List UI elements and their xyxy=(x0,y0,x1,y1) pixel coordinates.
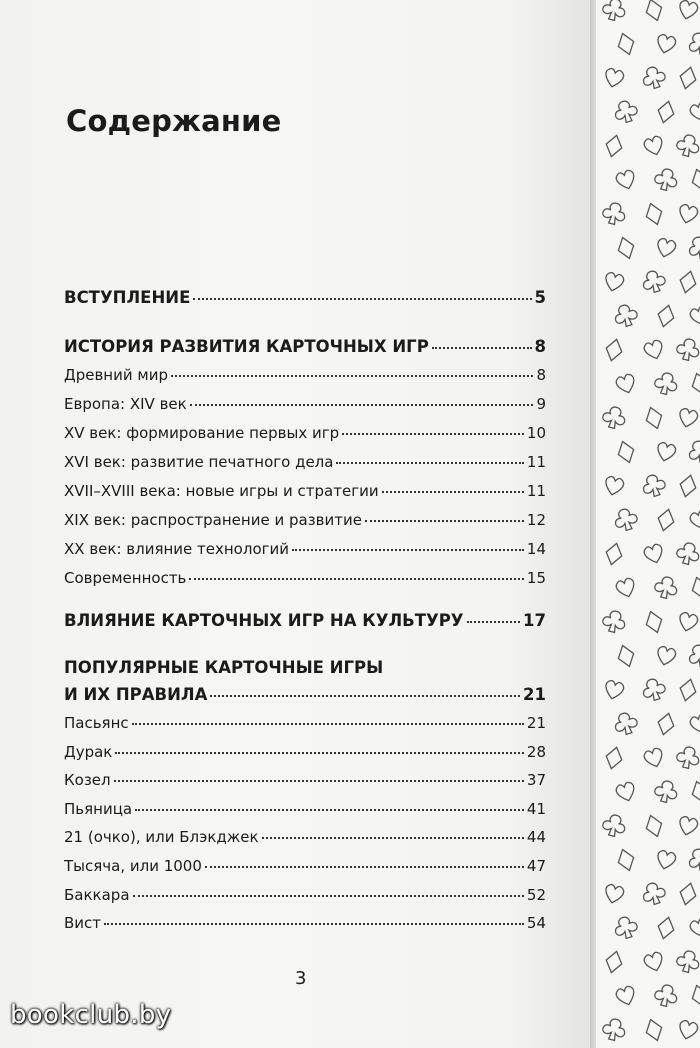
diamond-outline-icon xyxy=(604,745,625,770)
heart-outline-icon xyxy=(615,985,637,1007)
dot-leader xyxy=(193,298,531,300)
heart-outline-icon xyxy=(677,407,699,428)
suit-pattern-graphic xyxy=(596,0,700,1048)
toc-entry-label: XVII–XVIII века: новые игры и стратегии xyxy=(64,482,379,500)
toc-entry-label-line1: ПОПУЛЯРНЫЕ КАРТОЧНЫЕ ИГРЫ xyxy=(64,658,384,677)
toc-entry xyxy=(64,714,546,732)
dot-leader xyxy=(190,404,534,406)
diamond-outline-icon xyxy=(604,337,625,362)
club-outline-icon xyxy=(686,30,700,57)
toc-entry-label: XV век: формирование первых игр xyxy=(64,424,340,442)
heart-outline-icon xyxy=(643,951,665,973)
toc-entry xyxy=(64,914,546,932)
dot-leader xyxy=(262,837,524,839)
dot-leader xyxy=(135,809,524,811)
toc-entry-label: ВСТУПЛЕНИЕ xyxy=(64,288,191,307)
club-outline-icon xyxy=(640,676,668,703)
heart-outline-icon xyxy=(689,509,700,531)
heart-outline-icon xyxy=(655,33,677,54)
toc-entry-label: Европа: XIV век xyxy=(64,395,187,413)
toc-entry-label: Баккара xyxy=(64,886,130,904)
toc-entry-label: Пьяница xyxy=(64,800,133,818)
diamond-outline-icon xyxy=(615,439,637,465)
dot-leader xyxy=(210,695,520,697)
card-suit-pattern xyxy=(596,0,700,1048)
toc-entry-label: Козел xyxy=(64,771,111,789)
dot-leader xyxy=(114,780,524,782)
toc-entry xyxy=(64,857,546,875)
heart-outline-icon xyxy=(689,713,700,735)
heart-outline-icon xyxy=(677,815,699,836)
dot-leader xyxy=(342,433,524,435)
toc-entry xyxy=(64,569,546,587)
toc-entry-page: 41 xyxy=(526,800,546,818)
toc-entry-page: 47 xyxy=(526,857,546,875)
diamond-outline-icon xyxy=(643,609,665,635)
dot-leader xyxy=(365,520,524,522)
diamond-outline-icon xyxy=(678,269,699,294)
club-outline-icon xyxy=(686,642,700,669)
toc-entry-label: Современность xyxy=(64,569,187,587)
toc-entry xyxy=(64,886,546,904)
heart-outline-icon xyxy=(643,339,665,361)
club-outline-icon xyxy=(675,745,700,771)
page-title: Содержание xyxy=(66,104,282,138)
toc-entry xyxy=(64,511,546,529)
toc-entry-page: 12 xyxy=(526,511,546,529)
dot-leader xyxy=(171,375,533,377)
toc-entry-page: 54 xyxy=(526,914,546,932)
diamond-outline-icon xyxy=(656,303,677,328)
heart-outline-icon xyxy=(603,67,625,88)
diamond-outline-icon xyxy=(678,677,699,702)
club-outline-icon xyxy=(601,0,628,22)
toc-entry-page: 28 xyxy=(526,743,546,761)
toc-entry-label: ВЛИЯНИЕ КАРТОЧНЫХ ИГР НА КУЛЬТУРУ xyxy=(64,611,464,630)
toc-entry-page: 21 xyxy=(523,685,546,704)
toc-entry-label: И ИХ ПРАВИЛА xyxy=(64,685,208,704)
toc-entry-page: 15 xyxy=(526,569,546,587)
club-outline-icon xyxy=(640,880,668,907)
dot-leader xyxy=(382,491,524,493)
diamond-outline-icon xyxy=(678,65,699,90)
heart-outline-icon xyxy=(643,747,665,769)
toc-entry xyxy=(64,337,546,356)
heart-outline-icon xyxy=(689,917,700,939)
club-outline-icon xyxy=(675,133,700,159)
toc-entry-label: Дурак xyxy=(64,743,113,761)
diamond-outline-icon xyxy=(604,949,625,974)
club-outline-icon xyxy=(640,472,668,499)
diamond-outline-icon xyxy=(656,507,677,532)
heart-outline-icon xyxy=(677,1019,699,1040)
diamond-outline-icon xyxy=(689,983,700,1009)
diamond-outline-icon xyxy=(643,405,665,431)
club-outline-icon xyxy=(612,506,640,533)
club-outline-icon xyxy=(675,541,700,567)
toc-entry-page: 17 xyxy=(523,611,546,630)
toc-entry-label: Пасьянс xyxy=(64,714,129,732)
heart-outline-icon xyxy=(655,441,677,462)
dot-leader xyxy=(432,347,532,349)
heart-outline-icon xyxy=(677,203,699,224)
heart-outline-icon xyxy=(689,101,700,123)
dot-leader xyxy=(205,866,524,868)
toc-entry xyxy=(64,800,546,818)
toc-entry xyxy=(64,366,546,384)
diamond-outline-icon xyxy=(615,847,637,873)
toc-entry xyxy=(64,395,546,413)
heart-outline-icon xyxy=(615,577,637,599)
heart-outline-icon xyxy=(603,883,625,904)
toc-entry-label: XIX век: распространение и развитие xyxy=(64,511,362,529)
heart-outline-icon xyxy=(603,679,625,700)
diamond-outline-icon xyxy=(656,711,677,736)
dot-leader xyxy=(467,621,521,623)
heart-outline-icon xyxy=(655,849,677,870)
club-outline-icon xyxy=(612,98,640,125)
heart-outline-icon xyxy=(615,373,637,395)
toc-entry-page: 11 xyxy=(526,453,546,471)
diamond-outline-icon xyxy=(689,575,700,601)
toc-entry-label: 21 (очко), или Блэкджек xyxy=(64,828,259,846)
toc-entry xyxy=(64,453,546,471)
diamond-outline-icon xyxy=(643,201,665,227)
heart-outline-icon xyxy=(603,475,625,496)
club-outline-icon xyxy=(686,438,700,465)
heart-outline-icon xyxy=(677,611,699,632)
club-outline-icon xyxy=(601,813,628,839)
diamond-outline-icon xyxy=(615,31,637,57)
toc-entry-label: XVI век: развитие печатного дела xyxy=(64,453,334,471)
toc-entry xyxy=(64,424,546,442)
toc-entry-label: Вист xyxy=(64,914,102,932)
toc-entry-page: 52 xyxy=(526,886,546,904)
toc-entry-label: Древний мир xyxy=(64,366,168,384)
toc-entry-page: 14 xyxy=(526,540,546,558)
toc-entry xyxy=(64,828,546,846)
club-outline-icon xyxy=(640,64,668,91)
club-outline-icon xyxy=(612,710,640,737)
watermark: bookclub.by xyxy=(10,1000,172,1030)
toc-entry-label: ИСТОРИЯ РАЗВИТИЯ КАРТОЧНЫХ ИГР xyxy=(64,337,429,356)
diamond-outline-icon xyxy=(689,167,700,193)
heart-outline-icon xyxy=(655,237,677,258)
diamond-outline-icon xyxy=(643,0,665,23)
club-outline-icon xyxy=(601,201,628,227)
toc-entry-label: XX век: влияние технологий xyxy=(64,540,289,558)
heart-outline-icon xyxy=(677,0,699,21)
club-outline-icon xyxy=(653,779,680,805)
club-outline-icon xyxy=(640,268,668,295)
toc-entry xyxy=(64,482,546,500)
toc-entry xyxy=(64,771,546,789)
club-outline-icon xyxy=(653,575,680,601)
diamond-outline-icon xyxy=(643,813,665,839)
toc-entry-page: 37 xyxy=(526,771,546,789)
dot-leader xyxy=(133,895,524,897)
dot-leader xyxy=(189,578,524,580)
heart-outline-icon xyxy=(615,169,637,191)
club-outline-icon xyxy=(601,1017,628,1043)
diamond-outline-icon xyxy=(604,133,625,158)
diamond-outline-icon xyxy=(643,1017,665,1043)
heart-outline-icon xyxy=(643,135,665,157)
toc-entry xyxy=(64,611,546,630)
diamond-outline-icon xyxy=(604,541,625,566)
club-outline-icon xyxy=(675,949,700,975)
diamond-outline-icon xyxy=(678,881,699,906)
dot-leader xyxy=(336,462,523,464)
toc-entry-page: 8 xyxy=(534,337,546,356)
club-outline-icon xyxy=(686,234,700,261)
club-outline-icon xyxy=(601,609,628,635)
club-outline-icon xyxy=(653,371,680,397)
toc-entry-page: 44 xyxy=(526,828,546,846)
toc-entry xyxy=(64,685,546,704)
diamond-outline-icon xyxy=(656,915,677,940)
heart-outline-icon xyxy=(615,781,637,803)
dot-leader xyxy=(292,549,524,551)
heart-outline-icon xyxy=(689,305,700,327)
toc-entry xyxy=(64,288,546,307)
diamond-outline-icon xyxy=(615,235,637,261)
toc-entry-page: 8 xyxy=(536,366,546,384)
page-number: 3 xyxy=(295,968,307,989)
diamond-outline-icon xyxy=(678,473,699,498)
club-outline-icon xyxy=(675,337,700,363)
heart-outline-icon xyxy=(643,543,665,565)
toc-entry-page: 10 xyxy=(526,424,546,442)
toc-entry-page: 11 xyxy=(526,482,546,500)
dot-leader xyxy=(132,723,524,725)
club-outline-icon xyxy=(653,167,680,193)
dot-leader xyxy=(104,923,524,925)
toc-entry-page: 9 xyxy=(536,395,546,413)
club-outline-icon xyxy=(612,914,640,941)
club-outline-icon xyxy=(686,846,700,873)
toc-entry xyxy=(64,743,546,761)
toc-entry xyxy=(64,540,546,558)
heart-outline-icon xyxy=(603,271,625,292)
heart-outline-icon xyxy=(655,645,677,666)
diamond-outline-icon xyxy=(689,371,700,397)
diamond-outline-icon xyxy=(656,99,677,124)
toc-entry-label: Тысяча, или 1000 xyxy=(64,857,202,875)
toc-entry-page: 5 xyxy=(534,288,546,307)
dot-leader xyxy=(115,752,524,754)
diamond-outline-icon xyxy=(615,643,637,669)
toc-entry-page: 21 xyxy=(526,714,546,732)
diamond-outline-icon xyxy=(689,779,700,805)
club-outline-icon xyxy=(601,405,628,431)
club-outline-icon xyxy=(653,983,680,1009)
club-outline-icon xyxy=(612,302,640,329)
